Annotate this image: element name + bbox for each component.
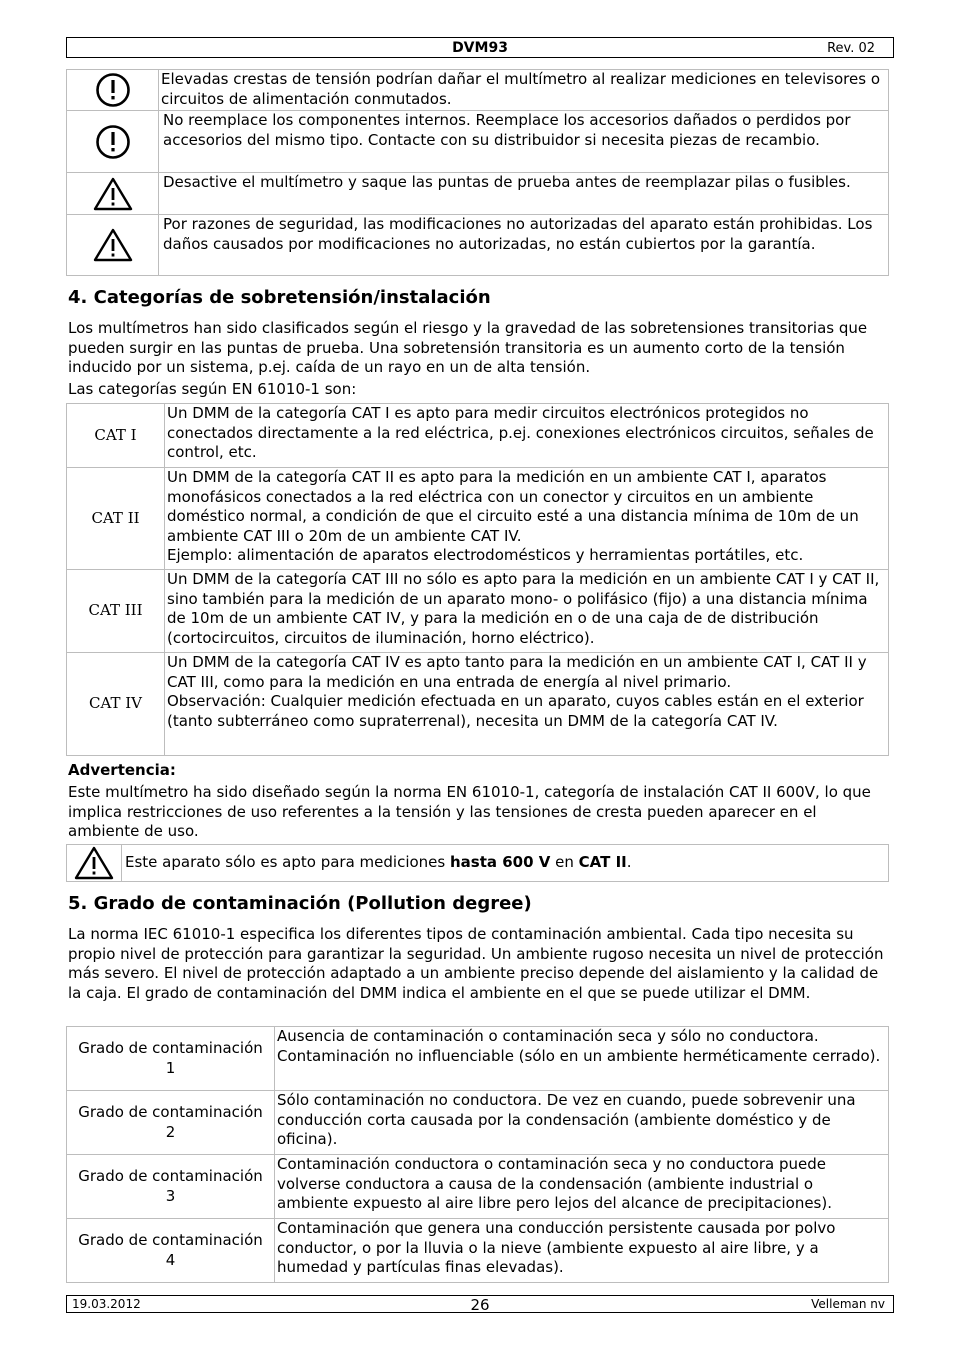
footer-company: Velleman nv [811, 1297, 885, 1311]
degree-row [67, 1091, 889, 1155]
warning-row [67, 215, 889, 276]
warning-triangle-icon [93, 177, 133, 211]
warning-text: Elevadas crestas de tensión podrían dañar el multímetro al realizar mediciones en televisores o circuitos de alimentación conmutados. [159, 70, 889, 111]
section-5-heading: 5. Grado de contaminación (Pollution degree) [68, 893, 532, 914]
note-table [66, 844, 889, 882]
degree-number: 3 [165, 1186, 176, 1205]
category-text-cell [165, 653, 889, 756]
exclamation-circle-icon [95, 124, 131, 160]
degree-label: Grado de contaminación [78, 1230, 263, 1249]
pollution-table [66, 1026, 889, 1283]
degree-row [67, 1155, 889, 1219]
warning-icon-cell [67, 173, 159, 215]
degree-label-cell [67, 1219, 275, 1283]
document-title: DVM93 [452, 40, 508, 56]
category-text: Un DMM de la categoría CAT II es apto para la medición en un ambiente CAT I, aparatos monofásicos conectados a la red eléctrica con un conector y circuitos en un ambiente doméstico normal, a condición de que el circuito esté a una distancia mínima de 10m de un ambiente CAT III o 20m de un ambiente CAT IV. [167, 468, 859, 545]
degree-text: Sólo contaminación no conductora. De vez en cuando, puede sobrevenir una conducción corta causada por la condensación (ambiente doméstico y de oficina). [275, 1091, 889, 1155]
note-category: CAT II [578, 853, 627, 872]
page-footer [66, 1295, 894, 1313]
warnings-table [66, 69, 889, 276]
degree-number: 1 [165, 1058, 176, 1077]
category-text-cell [165, 468, 889, 570]
categories-table [66, 403, 889, 756]
warning-triangle-icon [93, 228, 133, 262]
category-text: Un DMM de la categoría CAT IV es apto tanto para la medición en un ambiente CAT I, CAT II y CAT III, como para la medición en una entrada de energía al nivel primario. [167, 653, 867, 691]
note-text [122, 845, 889, 882]
category-name: CAT IV [67, 653, 165, 756]
note-text-mid: en [550, 853, 579, 872]
warning-icon-cell [67, 111, 159, 173]
category-observation: Observación: Cualquier medición efectuada en un aparato, cuyos cables están en el exterior (tanto subterráneo como supraterrenal), necesita un DMM de la categoría CAT IV. [167, 692, 864, 730]
degree-label: Grado de contaminación [78, 1102, 263, 1121]
category-row [67, 404, 889, 468]
category-name: CAT II [67, 468, 165, 570]
degree-label: Grado de contaminación [78, 1166, 263, 1185]
category-name: CAT I [67, 404, 165, 468]
section-4-heading: 4. Categorías de sobretensión/instalación [68, 287, 491, 308]
warning-icon-cell [67, 215, 159, 276]
warning-row [67, 111, 889, 173]
warning-triangle-icon [74, 846, 114, 880]
warning-text: Desactive el multímetro y saque las puntas de prueba antes de reemplazar pilas o fusibles. [159, 173, 889, 215]
degree-label-cell [67, 1155, 275, 1219]
revision-label: Rev. 02 [827, 41, 875, 56]
footer-date: 19.03.2012 [72, 1297, 141, 1311]
section-5-intro: La norma IEC 61010-1 especifica los diferentes tipos de contaminación ambiental. Cada tipo necesita su propio nivel de protección para garantizar la seguridad. Un ambiente rugoso necesita un nivel de protección más severo. El nivel de protección adaptado a un ambiente preciso depende del aislamiento y la calidad de la caja. El grado de contaminación del DMM indica el ambiente en el que se puede utilizar el DMM. [68, 925, 884, 1002]
degree-number: 2 [165, 1122, 176, 1141]
warning-paragraph: Este multímetro ha sido diseñado según la norma EN 61010-1, categoría de instalación CAT II 600V, lo que implica restricciones de uso referentes a la tensión y las tensiones de cresta pueden aparecer en el ambiente de uso. [68, 783, 871, 841]
warning-label: Advertencia: [68, 761, 176, 779]
page-header [66, 37, 894, 58]
degree-row [67, 1219, 889, 1283]
degree-label: Grado de contaminación [78, 1038, 263, 1057]
category-row [67, 653, 889, 756]
degree-row [67, 1027, 889, 1091]
warning-icon-cell [67, 70, 159, 111]
category-name: CAT III [67, 570, 165, 653]
note-voltage: hasta 600 V [450, 853, 551, 872]
degree-label-cell [67, 1027, 275, 1091]
warning-text: Por razones de seguridad, las modificaciones no autorizadas del aparato están prohibidas. Los daños causados por modificaciones no autorizadas, no están cubiertos por la garantía. [159, 215, 889, 276]
note-icon-cell [67, 845, 122, 882]
category-example: Ejemplo: alimentación de aparatos electrodomésticos y herramientas portátiles, etc. [167, 546, 804, 565]
warning-row [67, 70, 889, 111]
note-text-pre: Este aparato sólo es apto para mediciones [125, 853, 450, 872]
section-4-lead: Las categorías según EN 61010-1 son: [68, 380, 357, 398]
warning-row [67, 173, 889, 215]
category-row [67, 468, 889, 570]
category-row [67, 570, 889, 653]
section-4-intro: Los multímetros han sido clasificados según el riesgo y la gravedad de las sobretensiones transitorias que pueden surgir en las puntas de prueba. Una sobretensión transitoria es un aumento corto de la tensión inducido por un sistema, p.ej. caída de un rayo en un de alta tensión. [68, 319, 868, 377]
page-number: 26 [470, 1296, 490, 1314]
category-text: Un DMM de la categoría CAT I es apto para medir circuitos electrónicos protegidos no conectados directamente a la red eléctrica, p.ej. conexiones electrónicos circuitos, señales de control, etc. [165, 404, 889, 468]
exclamation-circle-icon [95, 72, 131, 108]
warning-text: No reemplace los componentes internos. Reemplace los accesorios dañados o perdidos por accesorios del mismo tipo. Contacte con su distribuidor si necesita piezas de recambio. [159, 111, 889, 173]
degree-text: Ausencia de contaminación o contaminación seca y sólo no conductora. Contaminación no influenciable (sólo en un ambiente herméticamente cerrado). [275, 1027, 889, 1091]
note-text-post: . [626, 853, 632, 872]
category-text: Un DMM de la categoría CAT III no sólo es apto para la medición en un ambiente CAT I y CAT II, sino también para la medición de un aparato mono- o polifásico (fijo) a una distancia mínima de 10m de un ambiente CAT IV, y para la medición en o de una caja de de distribución (cortocircuitos, circuitos de iluminación, horno eléctrico). [165, 570, 889, 653]
degree-number: 4 [165, 1250, 176, 1269]
degree-text: Contaminación que genera una conducción persistente causada por polvo conductor, o por la lluvia o la nieve (ambiente expuesto al aire libre, y a humedad y partículas finas elevadas). [275, 1219, 889, 1283]
note-row [67, 845, 889, 882]
degree-text: Contaminación conductora o contaminación seca y no conductora puede volverse conductora a causa de la condensación (ambiente industrial o ambiente expuesto al aire libre pero lejos del alcance de precipitaciones). [275, 1155, 889, 1219]
degree-label-cell [67, 1091, 275, 1155]
